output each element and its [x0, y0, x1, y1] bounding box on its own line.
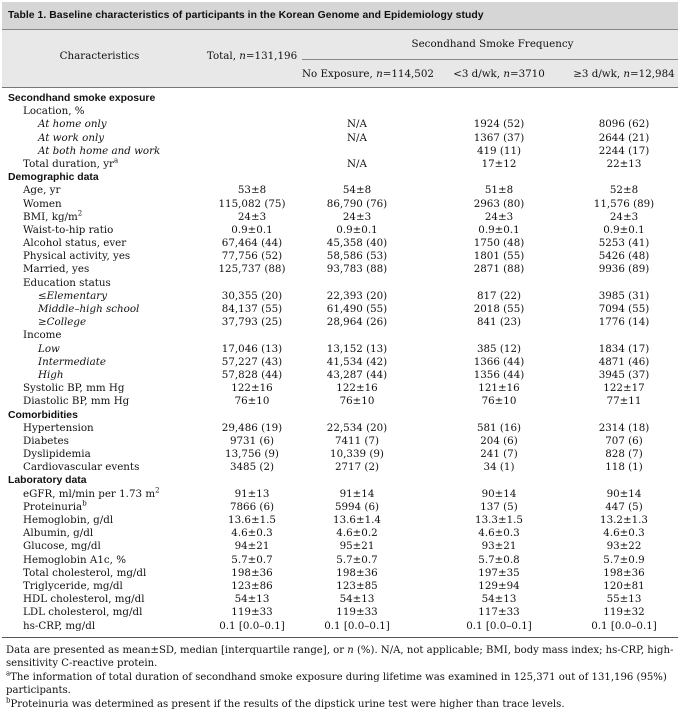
cell-value: 13.2±1.3 [600, 514, 648, 526]
cell-value: 13,756 (9) [225, 448, 279, 461]
cell-value: 93,783 (88) [326, 263, 388, 276]
cell-value: 707 (6) [605, 434, 643, 447]
cell-value: 4.6±0.2 [336, 527, 378, 540]
cell-value: 1750 (48) [473, 237, 525, 250]
row-label: Diabetes [23, 434, 69, 447]
row-label: At home only [38, 118, 107, 131]
cell-value: 57,828 (44) [221, 368, 283, 381]
cell-value: 4.6±0.3 [603, 527, 645, 540]
table-row [2, 105, 678, 118]
table-row [2, 422, 678, 435]
cell-value: 8096 (62) [598, 118, 650, 131]
table-row [2, 132, 678, 145]
cell-value: 828 (7) [605, 448, 643, 461]
cell-value: 84,137 (55) [221, 303, 283, 315]
cell-value: 22±13 [606, 157, 642, 170]
cell-value: 24±3 [342, 210, 372, 223]
cell-value: 0.1 [0.0–0.1] [466, 619, 532, 632]
row-label: At both home and work [38, 144, 161, 157]
cell-value: 817 (22) [476, 289, 522, 302]
table-row [2, 620, 678, 633]
cell-value: 58,586 (53) [326, 250, 388, 263]
footnote: $^b$Proteinuria was determined as present if the results of the dipstick urine test were higher than trace levels. [6, 696, 565, 711]
table-row [2, 277, 678, 290]
cell-value: 2314 (18) [598, 421, 650, 434]
table-row [2, 158, 678, 171]
row-label: Cardiovascular events [23, 461, 140, 474]
cell-value: 22,393 (20) [326, 289, 388, 302]
cell-value: 24±3 [609, 210, 639, 223]
cell-value: 198±36 [336, 566, 378, 579]
row-label: Demographic data [8, 172, 99, 184]
header-lt3: <3 d/wk, n=3710 [453, 68, 545, 80]
cell-value: 37,793 (25) [221, 316, 283, 329]
cell-value: 54±13 [234, 593, 270, 606]
table-footnotes [2, 638, 678, 712]
table-row [2, 501, 678, 514]
cell-value: 55±13 [606, 593, 642, 606]
cell-value: 61,490 (55) [326, 303, 388, 315]
row-label: Married, yes [23, 263, 90, 276]
cell-value: 123±86 [231, 579, 273, 592]
row-label: ≥College [38, 316, 87, 329]
row-label: Hemoglobin A1c, % [23, 553, 126, 566]
cell-value: 4.6±0.3 [478, 527, 520, 540]
table-row [2, 198, 678, 211]
cell-value: 45,358 (40) [326, 237, 388, 250]
table-row [2, 527, 678, 540]
cell-value: 0.1 [0.0–0.1] [591, 619, 657, 632]
cell-value: 94±21 [234, 540, 270, 553]
cell-value: 9936 (89) [598, 263, 650, 276]
row-label: Comorbidities [8, 409, 78, 421]
row-label: Laboratory data [8, 475, 87, 487]
table-row [2, 224, 678, 237]
table-row [2, 593, 678, 606]
cell-value: 2717 (2) [334, 461, 380, 474]
table-row [2, 395, 678, 408]
row-label: Total duration, $yr^a$ [23, 156, 119, 170]
cell-value: 841 (23) [476, 316, 522, 329]
section-row [2, 409, 678, 422]
cell-value: 4871 (46) [598, 355, 650, 368]
table-row [2, 356, 678, 369]
cell-value: 1367 (37) [473, 131, 525, 144]
row-label: LDL cholesterol, mg/dl [23, 606, 143, 619]
cell-value: 24±3 [237, 210, 267, 223]
cell-value: 1356 (44) [473, 368, 525, 381]
cell-value: 0.9±0.1 [478, 223, 520, 236]
cell-value: 129±94 [478, 579, 520, 592]
table-row [2, 329, 678, 342]
row-label: Alcohol status, ever [23, 237, 127, 250]
table-header [2, 30, 678, 88]
cell-value: 0.1 [0.0–0.1] [324, 619, 390, 632]
cell-value: 51±8 [484, 184, 514, 197]
cell-value: 121±16 [478, 382, 520, 395]
table-row [2, 580, 678, 593]
cell-value: 17±12 [481, 157, 517, 170]
table-row [2, 250, 678, 263]
table-row [2, 118, 678, 131]
row-label: ≤Elementary [38, 289, 108, 302]
row-label: High [38, 368, 64, 381]
cell-value: 204 (6) [480, 434, 518, 447]
cell-value: N/A [347, 131, 367, 144]
cell-value: 90±14 [606, 487, 642, 500]
row-label: Location, % [23, 105, 85, 118]
cell-value: 122±16 [336, 382, 378, 395]
table-row [2, 448, 678, 461]
table-row [2, 554, 678, 567]
cell-value: 125,737 (88) [218, 263, 286, 276]
cell-value: 137 (5) [480, 500, 518, 513]
table-row [2, 514, 678, 527]
footnote: Data are presented as mean±SD, median [interquartile range], or n (%). N/A, not applicable; BMI, body mass index; hs-CRP, high-sensitivity C-reactive protein. [6, 644, 674, 670]
cell-value: 120±81 [603, 579, 645, 592]
cell-value: 3985 (31) [598, 289, 650, 302]
cell-value: 9731 (6) [229, 434, 275, 447]
row-label: Triglyceride, mg/dl [23, 579, 123, 592]
table-row [2, 435, 678, 448]
cell-value: 122±16 [231, 382, 273, 395]
row-label: Albumin, g/dl [23, 527, 94, 540]
row-label: Secondhand smoke exposure [8, 93, 156, 104]
cell-value: 13.6±1.5 [228, 514, 276, 526]
cell-value: 1366 (44) [473, 355, 525, 368]
row-label: Dyslipidemia [23, 448, 91, 461]
row-label: Glucose, mg/dl [23, 540, 101, 553]
row-label: Low [38, 342, 60, 355]
cell-value: 447 (5) [605, 500, 643, 513]
cell-value: 197±35 [478, 566, 520, 579]
table-row [2, 567, 678, 580]
cell-value: 5.7±0.7 [231, 553, 273, 566]
cell-value: 95±21 [339, 540, 375, 553]
table-row [2, 606, 678, 619]
cell-value: 1924 (52) [473, 118, 525, 131]
row-label: Education status [23, 276, 111, 289]
table-row [2, 343, 678, 356]
cell-value: 76±10 [339, 395, 375, 408]
cell-value: 3485 (2) [229, 461, 275, 474]
row-label: Proteinuria$^b$ [23, 499, 87, 513]
cell-value: 30,355 (20) [221, 289, 283, 302]
row-label: Age, yr [23, 184, 61, 197]
table-row [2, 263, 678, 276]
table-title-bar [2, 2, 678, 30]
cell-value: 3945 (37) [598, 368, 650, 381]
table-row [2, 290, 678, 303]
cell-value: 385 (12) [476, 342, 522, 355]
row-label: BMI, $kg/m^2$ [23, 209, 83, 223]
cell-value: 1834 (17) [598, 342, 650, 355]
cell-value: 1801 (55) [473, 250, 525, 263]
row-label: Hemoglobin, g/dl [23, 514, 114, 526]
cell-value: 13.6±1.4 [333, 514, 381, 526]
cell-value: 54±13 [481, 593, 517, 606]
row-label: Systolic BP, mm Hg [23, 382, 125, 395]
cell-value: 122±17 [603, 382, 645, 395]
cell-value: 76±10 [234, 395, 270, 408]
section-row [2, 171, 678, 184]
cell-value: 34 (1) [483, 461, 515, 474]
cell-value: 41,534 (42) [326, 355, 388, 368]
table-row [2, 145, 678, 158]
cell-value: 2871 (88) [473, 263, 525, 276]
cell-value: 5426 (48) [598, 250, 650, 263]
cell-value: 28,964 (26) [326, 316, 388, 329]
table-body [2, 88, 678, 633]
table-row [2, 316, 678, 329]
header-secondhand-smoke-frequency: Secondhand Smoke Frequency [411, 38, 574, 50]
cell-value: 2644 (21) [598, 131, 650, 144]
cell-value: 7411 (7) [334, 434, 380, 447]
table-row [2, 461, 678, 474]
header-no-exposure: No Exposure, n=114,502 [302, 68, 434, 80]
cell-value: 54±8 [342, 184, 372, 197]
cell-value: 0.9±0.1 [336, 223, 378, 236]
row-label: eGFR, ml/min per 1.73 $m^2$ [23, 486, 160, 500]
table-row [2, 211, 678, 224]
cell-value: 117±33 [478, 606, 520, 619]
cell-value: 91±13 [234, 487, 270, 500]
table-row [2, 382, 678, 395]
cell-value: 0.9±0.1 [603, 223, 645, 236]
table-row [2, 303, 678, 316]
cell-value: 11,576 (89) [593, 197, 655, 210]
cell-value: 0.9±0.1 [231, 223, 273, 236]
row-label: Hypertension [23, 421, 94, 434]
table-row [2, 184, 678, 197]
cell-value: 0.1 [0.0–0.1] [219, 619, 285, 632]
cell-value: 5.7±0.9 [603, 553, 645, 566]
table-row [2, 369, 678, 382]
row-label: HDL cholesterol, mg/dl [23, 593, 145, 606]
row-label: Physical activity, yes [23, 250, 131, 263]
cell-value: 4.6±0.3 [231, 527, 273, 540]
table-row [2, 488, 678, 501]
table-row [2, 540, 678, 553]
row-label: Women [23, 197, 62, 210]
cell-value: 7866 (6) [229, 500, 275, 513]
table-document [2, 2, 678, 712]
cell-value: 241 (7) [480, 448, 518, 461]
cell-value: 5.7±0.8 [478, 553, 520, 566]
footnote: $^a$The information of total duration of secondhand smoke exposure during lifetime was examined in 125,371 out of 131,196 (95%) participants. [6, 669, 667, 697]
cell-value: 2963 (80) [473, 197, 525, 210]
cell-value: 13,152 (13) [326, 342, 388, 355]
header-group-rule [302, 59, 678, 60]
cell-value: 76±10 [481, 395, 517, 408]
cell-value: 93±21 [481, 540, 517, 553]
cell-value: 86,790 (76) [326, 197, 388, 210]
cell-value: 119±33 [231, 606, 273, 619]
cell-value: 198±36 [231, 566, 273, 579]
row-label: At work only [38, 131, 105, 144]
header-total: Total, n=131,196 [206, 50, 298, 62]
row-label: Diastolic BP, mm Hg [23, 395, 130, 408]
cell-value: 581 (16) [476, 421, 522, 434]
row-label: Income [23, 329, 62, 342]
cell-value: 43,287 (44) [326, 368, 388, 381]
row-label: Intermediate [38, 355, 106, 368]
cell-value: 119±32 [603, 606, 645, 619]
cell-value: 24±3 [484, 210, 514, 223]
cell-value: 54±13 [339, 593, 375, 606]
cell-value: 52±8 [609, 184, 639, 197]
cell-value: 57,227 (43) [221, 355, 283, 368]
cell-value: 5.7±0.7 [336, 553, 378, 566]
cell-value: 123±85 [336, 579, 378, 592]
cell-value: 2244 (17) [598, 144, 650, 157]
table-row [2, 237, 678, 250]
cell-value: 10,339 (9) [330, 448, 384, 461]
row-label: Middle–high school [38, 303, 140, 315]
cell-value: 91±14 [339, 487, 375, 500]
cell-value: 5253 (41) [598, 237, 650, 250]
row-label: Waist-to-hip ratio [23, 223, 114, 236]
cell-value: 77,756 (52) [221, 250, 283, 263]
row-label: Total cholesterol, mg/dl [23, 566, 147, 579]
cell-value: 29,486 (19) [221, 421, 283, 434]
cell-value: 77±11 [606, 395, 642, 408]
cell-value: 22,534 (20) [326, 421, 388, 434]
cell-value: 1776 (14) [598, 316, 650, 329]
header-characteristics: Characteristics [59, 50, 140, 62]
cell-value: 115,082 (75) [218, 197, 286, 210]
cell-value: 53±8 [237, 184, 267, 197]
cell-value: 198±36 [603, 566, 645, 579]
cell-value: 419 (11) [476, 144, 522, 157]
cell-value: N/A [347, 157, 367, 170]
cell-value: 17,046 (13) [221, 342, 283, 355]
section-row [2, 474, 678, 487]
cell-value: 13.3±1.5 [475, 514, 523, 526]
cell-value: 2018 (55) [473, 303, 525, 315]
cell-value: 67,464 (44) [221, 237, 283, 250]
cell-value: 5994 (6) [334, 500, 380, 513]
cell-value: 90±14 [481, 487, 517, 500]
cell-value: 93±22 [606, 540, 642, 553]
cell-value: N/A [347, 118, 367, 131]
table-title: Table 1. Baseline characteristics of participants in the Korean Genome and Epidemiology study [8, 10, 484, 21]
header-ge3: ≥3 d/wk, n=12,984 [573, 68, 675, 80]
cell-value: 7094 (55) [598, 303, 650, 315]
cell-value: 118 (1) [605, 461, 643, 474]
row-label: hs-CRP, mg/dl [23, 619, 96, 632]
section-row [2, 92, 678, 105]
cell-value: 119±33 [336, 606, 378, 619]
